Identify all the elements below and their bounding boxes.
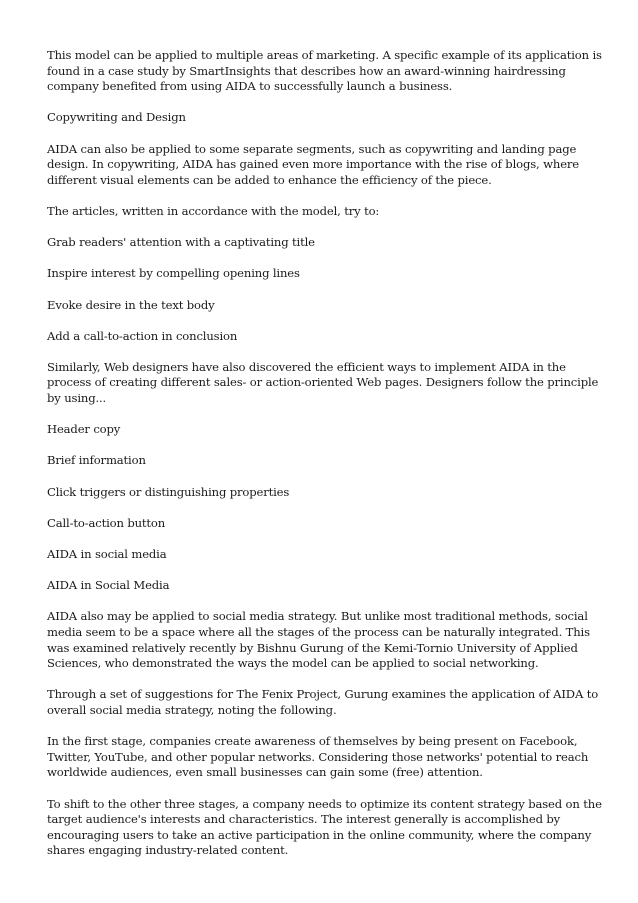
list-item-attention: Grab readers' attention with a captivating title [47, 235, 315, 250]
list-item-brief-information: Brief information [47, 453, 146, 468]
list-item-cta-button: Call-to-action button [47, 515, 166, 530]
paragraph-first-stage: In the first stage, companies create awareness of themselves by being present on Facebook, Twitter, YouTube, and other popular networks. Considering those networks' potential to reach worldwide audiences, even small businesses can gain some (free) attention. [47, 734, 589, 780]
section-heading-social: AIDA in Social Media [47, 578, 170, 593]
paragraph-web-designers: Similarly, Web designers have also discovered the efficient ways to implement AIDA in the process of creating different sales- or action-oriented Web pages. Designers follow the principle by using... [47, 359, 599, 406]
section-heading-social-lower: AIDA in social media [47, 547, 167, 561]
list-item-interest: Inspire interest by compelling opening lines [47, 266, 300, 281]
section-heading-copywriting: Copywriting and Design [47, 110, 186, 125]
document-page [47, 48, 607, 874]
paragraph-copywriting: AIDA can also be applied to some separate segments, such as copywriting and landing page design. In copywriting, AIDA has gained even more importance with the rise of blogs, where different visual elements can be added to enhance the efficiency of the piece. [47, 141, 580, 187]
list-item-action: Add a call-to-action in conclusion [47, 328, 238, 343]
list-item-desire: Evoke desire in the text body [47, 297, 215, 312]
paragraph-fenix-project: Through a set of suggestions for The Fenix Project, Gurung examines the application of AIDA to overall social media strategy, noting the following. [47, 687, 599, 717]
paragraph-other-stages: To shift to the other three stages, a company needs to optimize its content strategy based on the target audience's interests and characteristics. The interest generally is accomplished by encouraging users to take an active participation in the online community, where the company shares engaging industry-related content. [47, 796, 602, 858]
paragraph-social-strategy: AIDA also may be applied to social media strategy. But unlike most traditional methods, social media seem to be a space where all the stages of the process can be naturally integrated. This was examined relatively recently by Bishnu Gurung of the Kemi-Tornio University of Applied Sciences, who demonstrated the ways the model can be applied to social networking. [47, 609, 590, 671]
paragraph-intro: This model can be applied to multiple areas of marketing. A specific example of its application is found in a case study by SmartInsights that describes how an award-winning hairdressing company benefited from using AIDA to successfully launch a business. [47, 48, 602, 94]
paragraph-articles-lead: The articles, written in accordance with the model, try to: [47, 203, 380, 218]
list-item-header-copy: Header copy [47, 422, 121, 437]
list-item-click-triggers: Click triggers or distinguishing properties [47, 484, 290, 499]
